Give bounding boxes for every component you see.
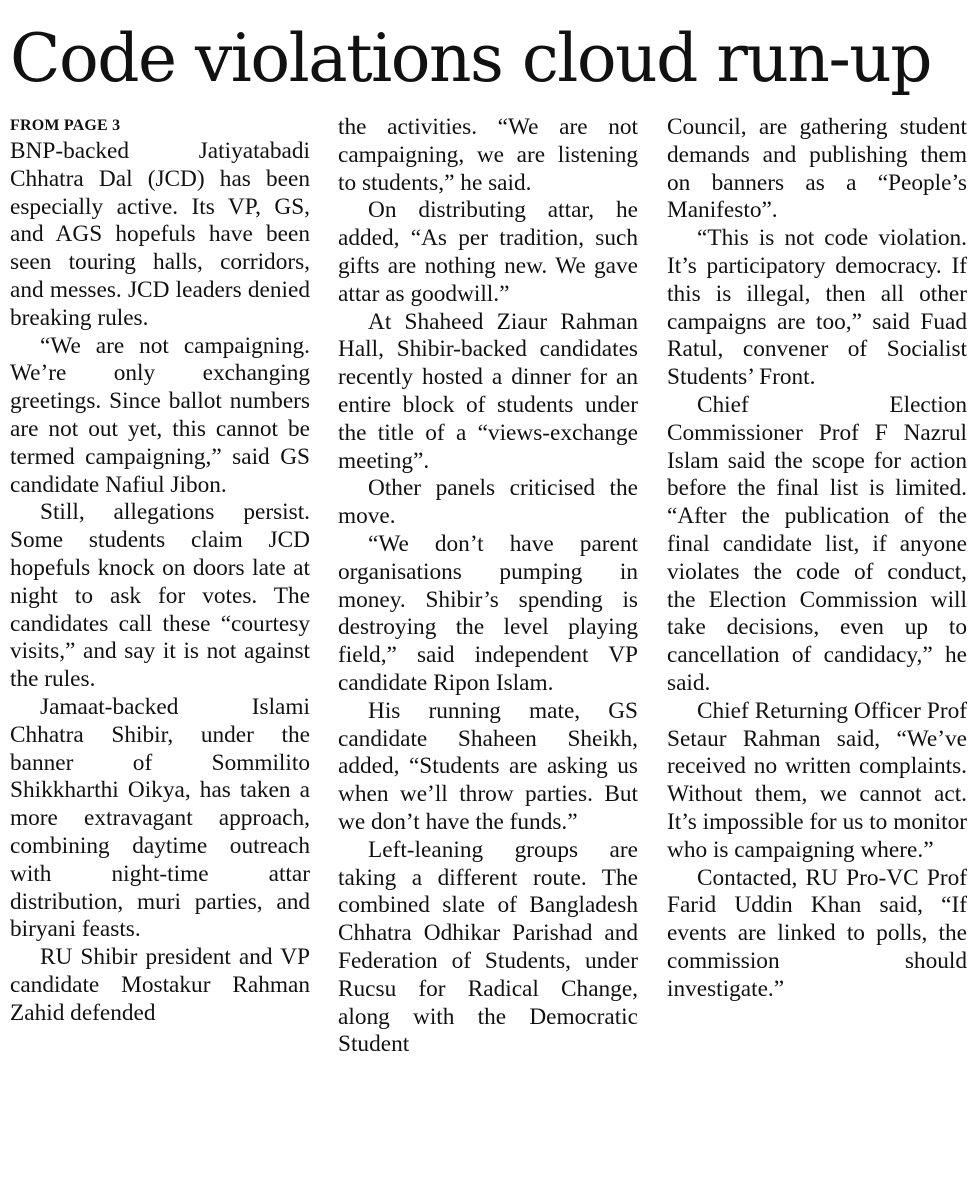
paragraph: Other panels criticised the move. — [338, 475, 638, 530]
article-column-3 — [667, 114, 967, 1174]
paragraph: Contacted, RU Pro-VC Prof Farid Uddin Khan said, “If events are linked to polls, the commission should investigate.” — [667, 864, 967, 1002]
continuation-kicker: FROM PAGE 3 — [10, 117, 121, 134]
paragraph: Left-leaning groups are taking a different route. The combined slate of Bangladesh Chhatra Odhikar Parishad and Federation of Students, under Rucsu for Radical Change, along with the Democratic Student — [338, 836, 638, 1058]
paragraph: On distributing attar, he added, “As per tradition, such gifts are nothing new. We gave attar as goodwill.” — [338, 197, 638, 307]
article-column-2 — [338, 114, 638, 1174]
paragraph: “This is not code violation. It’s participatory democracy. If this is illegal, then all other campaigns are too,” said Fuad Ratul, convener of Socialist Students’ Front. — [667, 225, 967, 391]
paragraph: His running mate, GS candidate Shaheen Sheikh, added, “Students are asking us when we’ll throw parties. But we don’t have the funds.” — [338, 697, 638, 835]
paragraph: the activities. “We are not campaigning, we are listening to students,” he said. — [338, 114, 638, 196]
headline: Code violations cloud run-up — [10, 20, 931, 97]
article-column-1 — [10, 114, 310, 1174]
paragraph: At Shaheed Ziaur Rahman Hall, Shibir-backed candidates recently hosted a dinner for an entire block of students under the title of a “views-exchange meeting”. — [338, 308, 638, 474]
paragraph: BNP-backed Jatiyatabadi Chhatra Dal (JCD) has been especially active. Its VP, GS, and AGS hopefuls have been seen touring halls, corridors, and messes. JCD leaders denied breaking rules. — [10, 138, 310, 331]
paragraph: Chief Election Commissioner Prof F Nazrul Islam said the scope for action before the final list is limited. “After the publication of the final candidate list, if anyone violates the code of conduct, the Election Commission will take decisions, even up to cancellation of candidacy,” he said. — [667, 391, 967, 696]
paragraph: “We are not campaigning. We’re only exchanging greetings. Since ballot numbers are not out yet, this cannot be termed campaigning,” said GS candidate Nafiul Jibon. — [10, 332, 310, 498]
paragraph: Still, allegations persist. Some students claim JCD hopefuls knock on doors late at night to ask for votes. The candidates call these “courtesy visits,” and say it is not against the rules. — [10, 499, 310, 693]
paragraph: RU Shibir president and VP candidate Mostakur Rahman Zahid defended — [10, 944, 310, 1026]
paragraph: Council, are gathering student demands and publishing them on banners as a “People’s Manifesto”. — [667, 114, 967, 224]
paragraph: Chief Returning Officer Prof Setaur Rahman said, “We’ve received no written complaints. Without them, we cannot act. It’s impossible for us to monitor who is campaigning where.” — [667, 697, 967, 863]
paragraph: “We don’t have parent organisations pumping in money. Shibir’s spending is destroying the level playing field,” said independent VP candidate Ripon Islam. — [338, 530, 638, 696]
paragraph: Jamaat-backed Islami Chhatra Shibir, under the banner of Sommilito Shikkharthi Oikya, has taken a more extravagant approach, combining daytime outreach with night-time attar distribution, muri parties, and biryani feasts. — [10, 693, 310, 943]
